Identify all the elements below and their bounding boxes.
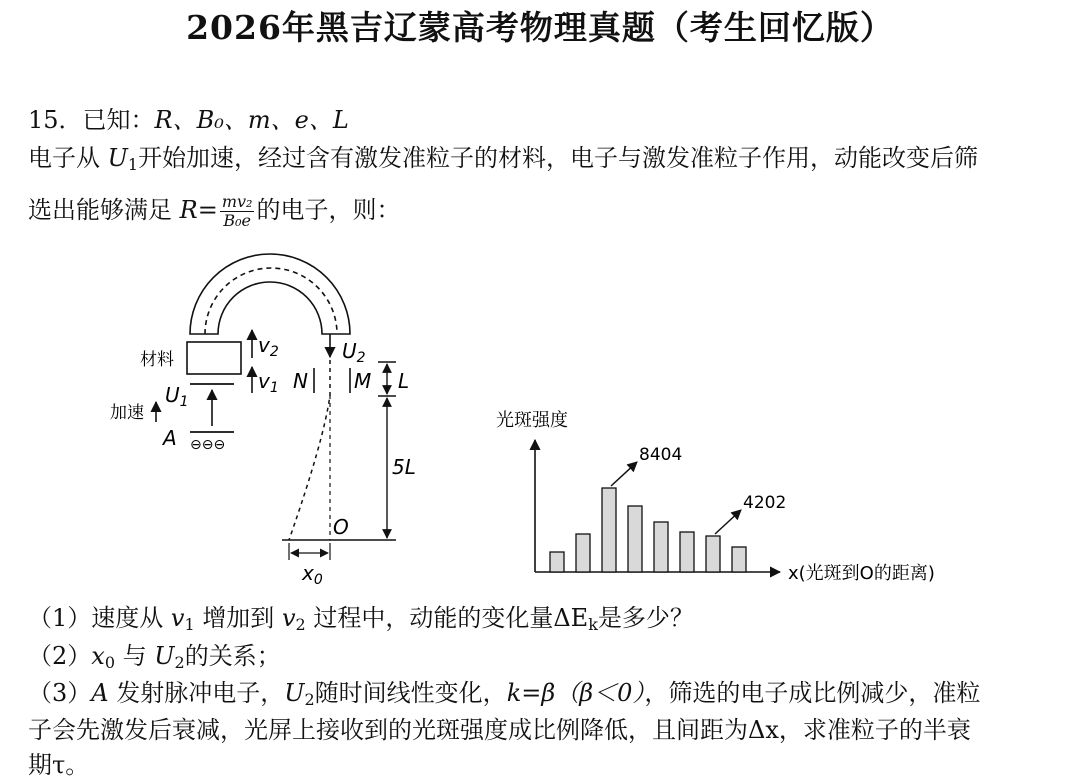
sub-question-3-line1: [28, 673, 980, 709]
q2-U2: U: [154, 642, 175, 670]
known-label: 已知：: [82, 106, 155, 134]
bar-7: [706, 536, 720, 572]
sub-question-2: [28, 636, 281, 672]
material-box: [187, 342, 241, 374]
q1-text-c: 过程中，动能的变化量ΔE: [313, 604, 589, 632]
bar-4: [628, 506, 642, 572]
sub-question-1: [28, 598, 694, 634]
line2-text-b: 的电子，则：: [256, 196, 401, 224]
annotation-label-2: 4202: [743, 493, 787, 513]
line1-text-b: 开始加速，经过含有激发准粒子的材料，电子与激发准粒子作用，动能改变后筛: [138, 144, 979, 172]
q1-k-sub: k: [588, 615, 598, 634]
annotation-arrow-2: [715, 510, 741, 534]
O-label: O: [333, 515, 349, 539]
q1-text-b: 增加到: [202, 604, 275, 632]
x0-label: $x_0$: [302, 561, 323, 588]
bars: [550, 488, 746, 572]
line1-text-a: 电子从: [28, 144, 100, 172]
question-15-header: [28, 100, 349, 135]
U1-label: $U_1$: [165, 383, 189, 410]
known-variables: R、B₀、m、e、L: [154, 106, 349, 134]
L-label: L: [398, 369, 410, 393]
line1-sub: 1: [127, 155, 139, 174]
fiveL-label: 5L: [392, 455, 416, 479]
q3-A: A: [91, 679, 109, 707]
N-label: N: [293, 369, 308, 393]
v2-label: $v_2$: [258, 333, 279, 360]
q1-v1: v: [170, 604, 185, 632]
page-title: 2026年黑吉辽蒙高考物理真题（考生回忆版）: [186, 8, 894, 47]
q3-U2-sub: 2: [304, 690, 315, 709]
q1-v2-sub: 2: [295, 615, 306, 634]
fraction-numerator: mv₂: [221, 192, 253, 211]
x-axis-label: x(光斑到O的距离): [788, 563, 935, 584]
q2-x0: x: [91, 642, 105, 670]
q1-text-a: （1）速度从: [28, 604, 164, 632]
U2-label: $U_2$: [342, 339, 366, 366]
line2-equals: =: [197, 196, 218, 224]
q1-v1-sub: 1: [184, 615, 195, 634]
q1-text-d: 是多少？: [597, 604, 694, 632]
question-15-line1: [28, 138, 978, 174]
q3-k: k=β（β＜0）: [506, 679, 645, 707]
line2-var-R: R: [179, 196, 198, 224]
q2-text-a: （2）: [28, 642, 92, 670]
q1-v2: v: [281, 604, 296, 632]
sub-question-3-line2: 子会先激发后衰减，光屏上接收到的光斑强度成比例降低，且间距为Δx，求准粒子的半衰: [28, 716, 971, 744]
q3-text-b: 发射脉冲电子，: [116, 679, 285, 707]
fraction-formula: [220, 193, 255, 230]
q2-text-b: 与: [122, 642, 147, 670]
question-number: 15．: [28, 106, 83, 134]
physics-figure: [0, 240, 1080, 590]
bar-1: [550, 552, 564, 572]
q2-U2-sub: 2: [174, 653, 185, 672]
q3-text-c: 随时间线性变化，: [314, 679, 507, 707]
M-label: M: [354, 369, 372, 393]
q3-U2: U: [284, 679, 305, 707]
intensity-chart: [496, 410, 935, 584]
material-label: 材料: [140, 350, 174, 370]
A-label: A: [163, 426, 177, 450]
q2-text-c: 的关系；: [184, 642, 281, 670]
q3-text-d: ，筛选的电子成比例减少，准粒: [644, 679, 981, 707]
line1-var-U: U: [107, 144, 128, 172]
sub-question-3-line3: 期τ。: [28, 751, 90, 779]
bar-2: [576, 534, 590, 572]
accel-label: 加速: [110, 403, 144, 423]
q3-text-a: （3）: [28, 679, 92, 707]
q2-x0-sub: 0: [104, 653, 116, 672]
annotation-label-1: 8404: [639, 445, 683, 465]
magnetic-channel: [190, 254, 350, 334]
electrons-label: ⊖⊖⊖: [190, 437, 226, 453]
bar-3: [602, 488, 616, 572]
bar-8: [732, 547, 746, 572]
bar-6: [680, 532, 694, 572]
bar-5: [654, 522, 668, 572]
fraction-denominator: B₀e: [223, 211, 251, 230]
y-axis-label: 光斑强度: [496, 410, 568, 431]
v1-label: $v_1$: [258, 369, 279, 396]
question-15-line2: [28, 190, 400, 230]
annotation-arrow-1: [611, 462, 637, 486]
line2-text-a: 选出能够满足: [28, 196, 172, 224]
